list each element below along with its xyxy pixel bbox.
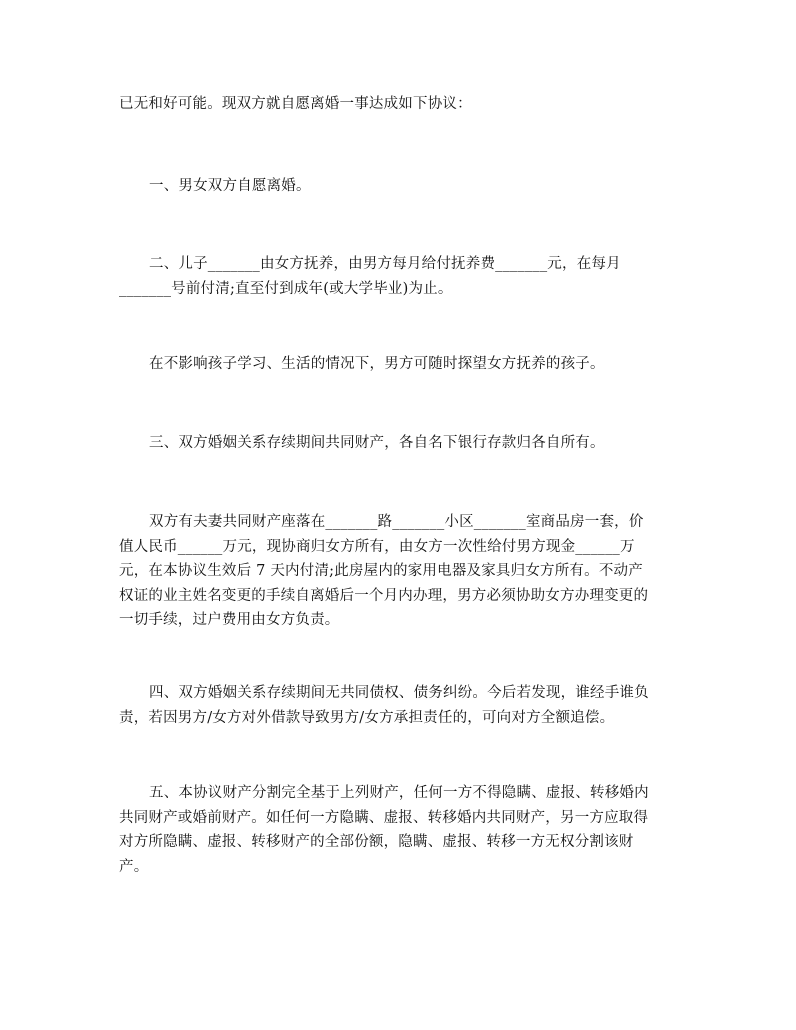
text-line: 已无和好可能。现双方就自愿离婚一事达成如下协议：: [119, 96, 472, 112]
text-line: 二、儿子_______由女方抚养，由男方每月给付抚养费_______元，在每月: [149, 256, 621, 272]
text-line: 对方所隐瞒、虚报、转移财产的全部份额，隐瞒、虚报、转移一方无权分割该财: [119, 834, 634, 850]
text-line: 四、双方婚姻关系存续期间无共同债权、债务纠纷。今后若发现，谁经手谁负: [149, 685, 649, 701]
text-line: 共同财产或婚前财产。如任何一方隐瞒、虚报、转移婚内共同财产，另一方应取得: [119, 809, 649, 826]
paragraph-visitation: [119, 352, 684, 377]
text-line: 在不影响孩子学习、生活的情况下，男方可随时探望女方抚养的孩子。: [149, 356, 605, 372]
text-line: 一、男女双方自愿离婚。: [149, 178, 311, 194]
paragraph-clause-5: [119, 781, 684, 879]
paragraph-clause-4: [119, 681, 684, 730]
text-line: 责，若因男方/女方对外借款导致男方/女方承担责任的，可向对方全额追偿。: [119, 709, 615, 726]
paragraph-clause-1: [119, 174, 684, 199]
text-line: _______号前付清;直至付到成年(或大学毕业)为止。: [119, 280, 453, 297]
text-line: 五、本协议财产分割完全基于上列财产，任何一方不得隐瞒、虚报、转移婚内: [149, 785, 649, 801]
paragraph-clause-2: [119, 252, 684, 301]
paragraph-intro: [119, 92, 684, 117]
text-line: 一切手续，过户费用由女方负责。: [119, 612, 340, 628]
text-line: 值人民币______万元，现协商归女方所有，由女方一次性给付男方现金______万: [119, 538, 635, 555]
paragraph-clause-3: [119, 431, 684, 456]
paragraph-property: [119, 510, 684, 633]
text-line: 元，在本协议生效后 7 天内付清;此房屋内的家用电器及家具归女方所有。不动产: [119, 563, 643, 579]
text-line: 产。: [119, 858, 149, 875]
text-line: 双方有夫妻共同财产座落在_______路_______小区_______室商品房一套，价: [149, 514, 644, 530]
text-line: 三、双方婚姻关系存续期间共同财产，各自名下银行存款归各自所有。: [149, 435, 605, 451]
text-line: 权证的业主姓名变更的手续自离婚后一个月内办理，男方必须协助女方办理变更的: [119, 587, 649, 604]
